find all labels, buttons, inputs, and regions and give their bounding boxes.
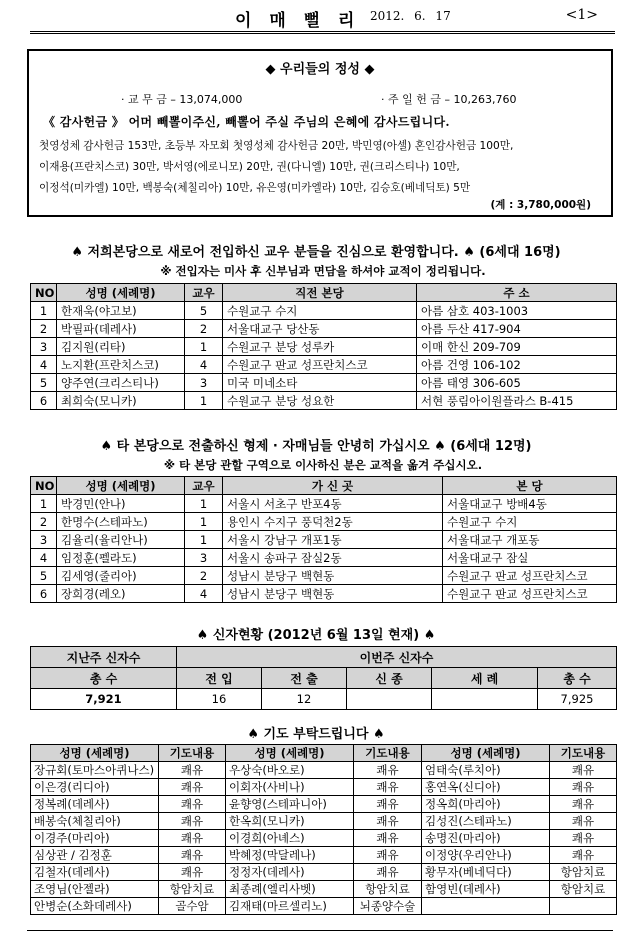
page-number: <1> [565, 7, 598, 23]
out-label: 전 출 [262, 668, 347, 689]
cell-name: 이정양(우리안나) [422, 847, 550, 864]
cell-parish: 수원교구 판교 성프란치스코 [443, 585, 617, 603]
cell-count: 2 [185, 567, 223, 585]
cell-name: 박필파(데레사) [57, 320, 185, 338]
cell-name: 함영빈(데레사) [422, 881, 550, 898]
cell-destination: 서울시 강남구 개포1동 [223, 531, 443, 549]
table-row [31, 549, 617, 567]
cell-prayer-content: 쾌유 [159, 796, 226, 813]
table-row [31, 779, 617, 796]
col-header: 성명 (세례명) [31, 745, 159, 762]
table-row [31, 531, 617, 549]
cell-prayer-content: 골수암 [159, 898, 226, 915]
cell-name: 김성진(스테파노) [422, 813, 550, 830]
cell-no: 4 [31, 356, 57, 374]
cell-prayer-content: 쾌유 [354, 813, 422, 830]
cell-count: 1 [185, 338, 223, 356]
cell-prayer-content: 쾌유 [550, 779, 617, 796]
cell-name: 정옥희(마리아) [422, 796, 550, 813]
table-row [31, 302, 617, 320]
cell-parish: 서울대교구 잠실 [443, 549, 617, 567]
cell-prayer-content: 쾌유 [550, 830, 617, 847]
cell-parish: 미국 미네소타 [223, 374, 417, 392]
cell-name: 김재태(마르셀리노) [226, 898, 354, 915]
total-label: 총 수 [31, 668, 177, 689]
new-value [347, 689, 432, 710]
cell-count: 1 [185, 513, 223, 531]
cell-parish: 수원교구 분당 성요한 [223, 392, 417, 410]
cell-destination: 성남시 분당구 백현동 [223, 567, 443, 585]
table-row [31, 762, 617, 779]
cell-no: 5 [31, 567, 57, 585]
cell-prayer-content: 쾌유 [550, 813, 617, 830]
cell-name: 엄태숙(루치아) [422, 762, 550, 779]
cell-name: 이경희(아녜스) [226, 830, 354, 847]
cell-parish: 수원교구 수지 [443, 513, 617, 531]
cell-prayer-content: 쾌유 [354, 762, 422, 779]
table-row [31, 374, 617, 392]
welcome-title: ♠ 저희본당으로 새로어 전입하신 교우 분들을 진심으로 환영합니다. ♠ (6세대 16명) [71, 245, 561, 260]
cell-name: 윤향영(스테파니아) [226, 796, 354, 813]
cell-count: 1 [185, 392, 223, 410]
baptism-value [432, 689, 538, 710]
table-row [31, 898, 617, 915]
table-header-row [31, 745, 617, 762]
moved-table [30, 476, 617, 603]
welcome-table [30, 283, 617, 410]
cell-prayer-content: 쾌유 [159, 813, 226, 830]
col-header: 주 소 [417, 284, 617, 302]
col-header: 가 신 곳 [223, 477, 443, 495]
cell-name: 안병순(소화데레사) [31, 898, 159, 915]
table-row [31, 356, 617, 374]
cell-no: 4 [31, 549, 57, 567]
cell-name: 정복례(데레사) [31, 796, 159, 813]
cell-name: 조영님(안젤라) [31, 881, 159, 898]
table-row [31, 830, 617, 847]
cell-destination: 용인시 수지구 풍덕천2동 [223, 513, 443, 531]
cell-name: 이경주(마리아) [31, 830, 159, 847]
cell-address: 아름 삼호 403-1003 [417, 302, 617, 320]
cell-address: 아름 두산 417-904 [417, 320, 617, 338]
col-header: 기도내용 [550, 745, 617, 762]
cell-prayer-content: 쾌유 [354, 779, 422, 796]
table-header-row [31, 284, 617, 302]
table-row [31, 813, 617, 830]
cell-count: 4 [185, 356, 223, 374]
cell-prayer-content: 쾌유 [550, 762, 617, 779]
cell-address: 이매 한신 209-709 [417, 338, 617, 356]
moved-title: ♠ 타 본당으로 전출하신 형제 · 자매님들 안녕히 가십시오 ♠ (6세대 12명) [100, 439, 532, 454]
cell-address: 서현 풍림아이원플라스 B-415 [417, 392, 617, 410]
table-row [31, 320, 617, 338]
dues-amount: · 교 무 금 – 13,074,000 [121, 93, 243, 106]
cell-prayer-content: 항암치료 [159, 881, 226, 898]
cell-destination: 서울시 서초구 반포4동 [223, 495, 443, 513]
offering-box [27, 49, 613, 217]
cell-no: 1 [31, 495, 57, 513]
in-label: 전 입 [177, 668, 262, 689]
cell-parish: 서울대교구 개포동 [443, 531, 617, 549]
cell-prayer-content: 쾌유 [354, 796, 422, 813]
cell-no: 5 [31, 374, 57, 392]
cell-no: 6 [31, 392, 57, 410]
table-row [31, 338, 617, 356]
cell-prayer-content: 쾌유 [159, 864, 226, 881]
cell-name: 노지환(프란치스코) [57, 356, 185, 374]
cell-name: 최희숙(모니카) [57, 392, 185, 410]
thanks-total: (계 : 3,780,000원) [490, 199, 591, 211]
sunday-offering-amount: · 주 일 헌 금 – 10,263,760 [381, 93, 517, 106]
col-header: 교우 [185, 477, 223, 495]
table-row [31, 585, 617, 603]
cell-name: 정정자(데레사) [226, 864, 354, 881]
footer-divider [27, 930, 613, 931]
thanks-line: 이재용(프란치스코) 30만, 박서영(에로니모) 20만, 권(다니엘) 10만, 권(크리스티나) 10만, [39, 161, 460, 173]
cell-prayer-content: 쾌유 [354, 864, 422, 881]
cell-destination: 서울시 송파구 잠실2동 [223, 549, 443, 567]
cell-count: 5 [185, 302, 223, 320]
stats-table [30, 646, 617, 710]
col-header: 교우 [185, 284, 223, 302]
prayer-table [30, 744, 617, 915]
cell-prayer-content: 쾌유 [354, 847, 422, 864]
cell-name: 박혜정(막달레나) [226, 847, 354, 864]
cell-name: 최종례(엘리사벳) [226, 881, 354, 898]
col-header: 성명 (세례명) [57, 284, 185, 302]
table-row [31, 847, 617, 864]
thanks-offering-title: 《 감사헌금 》 어머 빼뽈이주신, 빼뽈어 주실 주님의 은혜에 감사드립니다. [43, 115, 450, 129]
cell-no: 2 [31, 320, 57, 338]
cell-no: 3 [31, 531, 57, 549]
stats-title: ♠ 신자현황 (2012년 6월 13일 현재) ♠ [196, 628, 436, 643]
total-label: 총 수 [538, 668, 617, 689]
table-row [31, 864, 617, 881]
cell-name: 김율리(율리안나) [57, 531, 185, 549]
cell-prayer-content: 항암치료 [550, 881, 617, 898]
cell-prayer-content: 쾌유 [354, 830, 422, 847]
cell-prayer-content: 뇌종양수술 [354, 898, 422, 915]
col-header: NO [31, 284, 57, 302]
cell-address: 아름 건영 106-102 [417, 356, 617, 374]
cell-prayer-content: 쾌유 [550, 847, 617, 864]
cell-count: 4 [185, 585, 223, 603]
cell-count: 3 [185, 549, 223, 567]
newsletter-header [30, 6, 620, 31]
cell-name: 장규회(토마스아퀴나스) [31, 762, 159, 779]
welcome-note: ※ 전입자는 미사 후 신부님과 면담을 하셔야 교적이 정리됩니다. [160, 264, 486, 278]
col-header: 성명 (세례명) [57, 477, 185, 495]
this-total-value: 7,925 [538, 689, 617, 710]
cell-no: 2 [31, 513, 57, 531]
col-header: 성명 (세례명) [422, 745, 550, 762]
cell-name: 임정훈(펠라도) [57, 549, 185, 567]
cell-name: 김철자(데레사) [31, 864, 159, 881]
col-header: NO [31, 477, 57, 495]
cell-prayer-content: 항암치료 [550, 864, 617, 881]
cell-name: 김지원(리타) [57, 338, 185, 356]
in-value: 16 [177, 689, 262, 710]
cell-parish: 서울대교구 당산동 [223, 320, 417, 338]
header-divider [30, 31, 615, 34]
table-row [31, 495, 617, 513]
col-header: 기도내용 [354, 745, 422, 762]
moved-note: ※ 타 본당 관할 구역으로 이사하신 분은 교적을 옮겨 주십시오. [163, 458, 483, 472]
cell-name: 배봉숙(체칠리아) [31, 813, 159, 830]
cell-prayer-content: 쾌유 [159, 847, 226, 864]
this-week-header: 이번주 신자수 [177, 647, 617, 668]
cell-parish: 서울대교구 방배4동 [443, 495, 617, 513]
cell-name: 송명진(마리아) [422, 830, 550, 847]
table-row [31, 392, 617, 410]
cell-prayer-content: 쾌유 [159, 830, 226, 847]
col-header: 성명 (세례명) [226, 745, 354, 762]
cell-name: 홍연옥(신디아) [422, 779, 550, 796]
cell-prayer-content: 쾌유 [159, 762, 226, 779]
baptism-label: 세 례 [432, 668, 538, 689]
newsletter-title: 이 매 뻘 리 [235, 11, 361, 31]
cell-name: 장희경(레오) [57, 585, 185, 603]
cell-name: 이은경(리디아) [31, 779, 159, 796]
col-header: 본 당 [443, 477, 617, 495]
cell-parish: 수원교구 수지 [223, 302, 417, 320]
cell-count: 3 [185, 374, 223, 392]
last-total-value: 7,921 [31, 689, 177, 710]
cell-name: 한옥희(모니카) [226, 813, 354, 830]
offering-title: ◆ 우리들의 정성 ◆ [265, 62, 375, 77]
cell-parish: 수원교구 분당 성루카 [223, 338, 417, 356]
cell-prayer-content: 쾌유 [159, 779, 226, 796]
cell-prayer-content: 쾌유 [550, 796, 617, 813]
cell-name: 김세영(줄리아) [57, 567, 185, 585]
cell-name: 양주연(크리스티나) [57, 374, 185, 392]
thanks-line: 첫영성체 감사헌금 153만, 초등부 자모회 첫영성체 감사헌금 20만, 박민영(아셀) 혼인감사헌금 100만, [39, 140, 514, 152]
cell-prayer-content [550, 898, 617, 915]
table-row [31, 513, 617, 531]
cell-name: 박경민(안나) [57, 495, 185, 513]
cell-destination: 성남시 분당구 백현동 [223, 585, 443, 603]
cell-no: 3 [31, 338, 57, 356]
table-header-row [31, 477, 617, 495]
thanks-line: 이정석(미카엘) 10만, 백봉숙(체칠리아) 10만, 유은영(미카엘라) 10만, 김승호(베네딕토) 5만 [39, 182, 471, 194]
cell-name: 우상숙(바오로) [226, 762, 354, 779]
col-header: 직전 본당 [223, 284, 417, 302]
cell-parish: 수원교구 판교 성프란치스코 [443, 567, 617, 585]
prayer-title: ♠ 기도 부탁드립니다 ♠ [247, 727, 385, 742]
table-row [31, 881, 617, 898]
col-header: 기도내용 [159, 745, 226, 762]
cell-count: 1 [185, 531, 223, 549]
new-label: 신 종 [347, 668, 432, 689]
out-value: 12 [262, 689, 347, 710]
cell-count: 1 [185, 495, 223, 513]
cell-name: 한명수(스테파노) [57, 513, 185, 531]
last-week-header: 지난주 신자수 [31, 647, 177, 668]
cell-prayer-content: 항암치료 [354, 881, 422, 898]
cell-name: 한재욱(야고보) [57, 302, 185, 320]
issue-date: 2012. 6. 17 [370, 9, 451, 23]
cell-name [422, 898, 550, 915]
table-row [31, 567, 617, 585]
cell-no: 1 [31, 302, 57, 320]
cell-address: 아름 태영 306-605 [417, 374, 617, 392]
cell-count: 2 [185, 320, 223, 338]
cell-name: 심상관 / 김정훈 [31, 847, 159, 864]
cell-name: 이회자(사비나) [226, 779, 354, 796]
cell-name: 황무자(베네딕다) [422, 864, 550, 881]
table-row [31, 796, 617, 813]
cell-no: 6 [31, 585, 57, 603]
cell-parish: 수원교구 판교 성프란치스코 [223, 356, 417, 374]
